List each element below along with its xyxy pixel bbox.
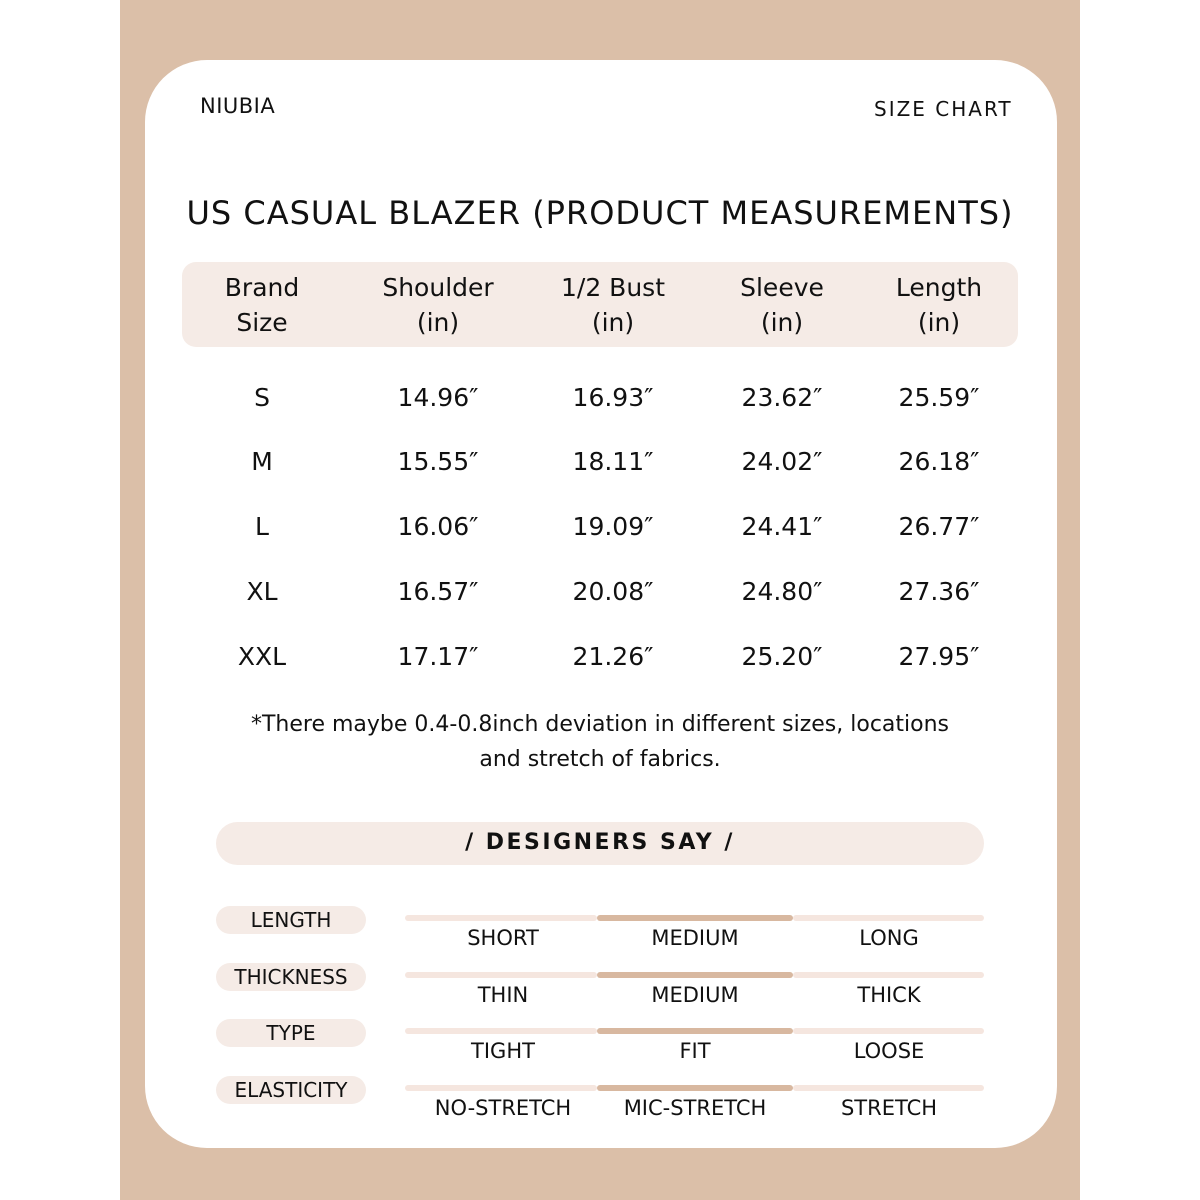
attribute-label: LENGTH bbox=[216, 906, 366, 934]
measurement-cell: 18.11″ bbox=[572, 447, 654, 476]
column-header-line: (in) bbox=[591, 308, 635, 337]
attribute-label: TYPE bbox=[216, 1019, 366, 1047]
measurement-cell: 16.06″ bbox=[397, 512, 479, 541]
measurement-cell: 24.02″ bbox=[741, 447, 823, 476]
note-line-2: and stretch of fabrics. bbox=[479, 747, 721, 772]
scale-segment-selected bbox=[597, 915, 793, 921]
scale-segment bbox=[793, 1028, 984, 1034]
scale-option: MEDIUM bbox=[651, 926, 739, 950]
measurement-cell: 25.59″ bbox=[898, 383, 980, 412]
scale-option: THIN bbox=[477, 982, 529, 1007]
measurement-cell: 20.08″ bbox=[572, 577, 654, 606]
measurement-cell: 27.95″ bbox=[898, 642, 980, 671]
note-line-1: *There maybe 0.4-0.8inch deviation in different sizes, locations bbox=[250, 712, 950, 737]
column-header bbox=[896, 270, 982, 340]
scale-segment-selected bbox=[597, 1085, 793, 1091]
page-title: US CASUAL BLAZER (PRODUCT MEASUREMENTS) bbox=[186, 194, 1014, 232]
column-header-line: 1/2 Bust bbox=[560, 273, 666, 302]
size-chart-label: SIZE CHART bbox=[874, 97, 1013, 121]
scale-segment bbox=[405, 915, 597, 921]
column-header-line: Length bbox=[895, 273, 983, 302]
measurement-cell: 19.09″ bbox=[572, 512, 654, 541]
scale-option: LONG bbox=[859, 926, 919, 950]
column-header bbox=[561, 270, 665, 340]
measurement-cell: 16.57″ bbox=[397, 577, 479, 606]
measurement-cell: 17.17″ bbox=[397, 642, 479, 671]
measurement-cell: 24.41″ bbox=[741, 512, 823, 541]
measurement-cell: 15.55″ bbox=[397, 447, 479, 476]
size-cell: XL bbox=[246, 577, 278, 606]
scale-option: MEDIUM bbox=[651, 982, 739, 1007]
column-header-line: (in) bbox=[917, 308, 961, 337]
column-header-line: Shoulder bbox=[382, 273, 494, 302]
scale-option: STRETCH bbox=[840, 1095, 938, 1120]
measurement-cell: 21.26″ bbox=[572, 642, 654, 671]
column-header-line: Brand bbox=[224, 273, 300, 302]
scale-segment bbox=[793, 1085, 984, 1091]
column-header-line: (in) bbox=[416, 308, 460, 337]
measurement-cell: 27.36″ bbox=[898, 577, 980, 606]
attribute-label: THICKNESS bbox=[216, 963, 366, 991]
column-header bbox=[382, 270, 493, 340]
size-cell: XXL bbox=[237, 642, 287, 671]
scale-option: TIGHT bbox=[471, 1039, 535, 1063]
column-header bbox=[740, 270, 824, 340]
scale-segment bbox=[405, 972, 597, 978]
scale-option: NO-STRETCH bbox=[434, 1095, 572, 1120]
scale-segment bbox=[793, 915, 984, 921]
scale-segment bbox=[793, 972, 984, 978]
measurement-cell: 14.96″ bbox=[397, 383, 479, 412]
measurement-cell: 23.62″ bbox=[741, 383, 823, 412]
measurement-cell: 26.77″ bbox=[898, 512, 980, 541]
column-header-line: Size bbox=[236, 308, 288, 337]
scale-option: MIC-STRETCH bbox=[623, 1095, 767, 1120]
size-cell: S bbox=[254, 383, 270, 412]
measurement-cell: 16.93″ bbox=[572, 383, 654, 412]
column-header-line: Sleeve bbox=[740, 273, 824, 302]
scale-segment-selected bbox=[597, 972, 793, 978]
scale-option: LOOSE bbox=[853, 1039, 925, 1063]
scale-segment bbox=[405, 1028, 597, 1034]
size-cell: L bbox=[255, 512, 269, 541]
measurement-cell: 25.20″ bbox=[741, 642, 823, 671]
size-cell: M bbox=[251, 447, 273, 476]
scale-segment bbox=[405, 1085, 597, 1091]
designers-title: / DESIGNERS SAY / bbox=[465, 830, 735, 855]
scale-segment-selected bbox=[597, 1028, 793, 1034]
scale-option: FIT bbox=[679, 1039, 711, 1063]
attribute-label: ELASTICITY bbox=[216, 1076, 366, 1104]
column-header bbox=[225, 270, 299, 340]
brand-name: NIUBIA bbox=[200, 94, 276, 118]
scale-option: THICK bbox=[857, 982, 921, 1007]
scale-option: SHORT bbox=[467, 926, 539, 950]
column-header-line: (in) bbox=[760, 308, 804, 337]
measurement-cell: 24.80″ bbox=[741, 577, 823, 606]
measurement-cell: 26.18″ bbox=[898, 447, 980, 476]
